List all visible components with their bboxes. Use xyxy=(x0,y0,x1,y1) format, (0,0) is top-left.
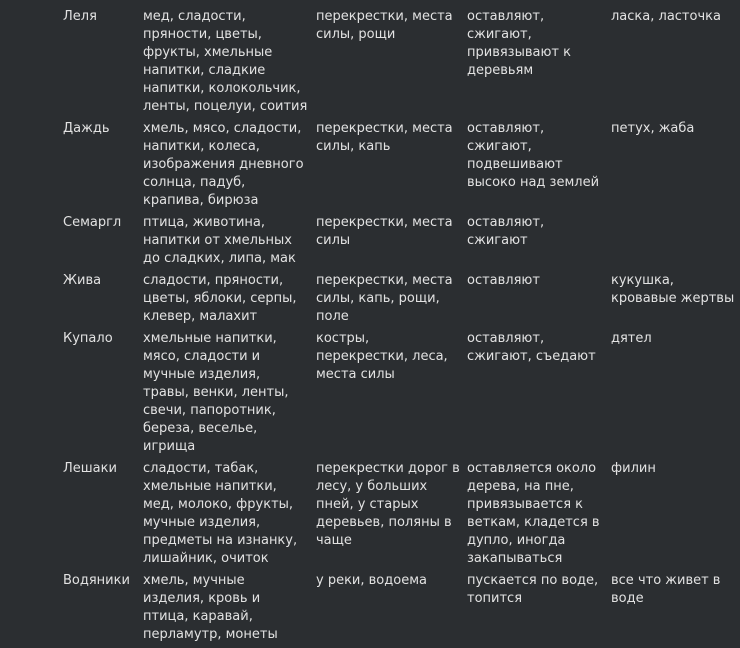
place-cell: у реки, водоема xyxy=(316,573,427,588)
deity-cell: Жива xyxy=(63,273,102,288)
deity-cell: Купало xyxy=(63,331,113,346)
place-cell: перекрестки, места силы, капь, рощи, поле xyxy=(316,273,453,324)
table-row xyxy=(56,460,740,572)
table-row xyxy=(56,572,740,648)
place-cell: перекрестки, места силы, капь xyxy=(316,121,453,154)
place-cell: перекрестки, места силы xyxy=(316,215,453,248)
offerings-table xyxy=(56,8,740,648)
animal-cell: петух, жаба xyxy=(611,121,695,136)
animal-cell: дятел xyxy=(611,331,652,346)
deity-cell: Водяники xyxy=(63,573,130,588)
method-cell: оставляется около дерева, на пне, привязывается к веткам, кладется в дупло, иногда закапываться xyxy=(467,461,600,566)
table-row xyxy=(56,272,740,330)
gifts-cell: хмельные напитки, мясо, сладости и мучные изделия, травы, венки, ленты, свечи, папоротник, береза, веселье, игрища xyxy=(143,331,289,454)
method-cell: оставляют, сжигают, привязывают к деревьям xyxy=(467,9,571,78)
method-cell: оставляют xyxy=(467,273,540,288)
animal-cell: кукушка, кровавые жертвы xyxy=(611,273,735,306)
method-cell: пускается по воде, топится xyxy=(467,573,599,606)
method-cell: оставляют, сжигают, подвешивают высоко над землей xyxy=(467,121,600,190)
table-row xyxy=(56,214,740,272)
animal-cell: ласка, ласточка xyxy=(611,9,721,24)
table-row xyxy=(56,120,740,214)
table-row xyxy=(56,330,740,460)
deity-cell: Леля xyxy=(63,9,97,24)
gifts-cell: сладости, пряности, цветы, яблоки, серпы, клевер, малахит xyxy=(143,273,297,324)
animal-cell xyxy=(604,214,740,272)
deity-cell: Лешаки xyxy=(63,461,117,476)
method-cell: оставляют, сжигают xyxy=(467,215,545,248)
table-row xyxy=(56,8,740,120)
animal-cell: филин xyxy=(611,461,656,476)
place-cell: костры, перекрестки, леса, места силы xyxy=(316,331,448,382)
gifts-cell: хмель, мучные изделия, кровь и птица, каравай, перламутр, монеты xyxy=(143,573,278,642)
method-cell: оставляют, сжигают, съедают xyxy=(467,331,596,364)
gifts-cell: сладости, табак, хмельные напитки, мед, молоко, фрукты, мучные изделия, предметы на изнанку, лишайник, очиток xyxy=(143,461,298,566)
animal-cell: все что живет в воде xyxy=(611,573,721,606)
gifts-cell: хмель, мясо, сладости, напитки, колеса, изображения дневного солнца, падуб, крапива, бирюза xyxy=(143,121,304,208)
gifts-cell: мед, сладости, пряности, цветы, фрукты, хмельные напитки, сладкие напитки, колокольчик, ленты, поцелуи, соития xyxy=(143,9,308,114)
place-cell: перекрестки, места силы, рощи xyxy=(316,9,453,42)
deity-cell: Семаргл xyxy=(63,215,122,230)
gifts-cell: птица, животина, напитки от хмельных до сладких, липа, мак xyxy=(143,215,296,266)
place-cell: перекрестки дорог в лесу, у больших пней, у старых деревьев, поляны в чаще xyxy=(316,461,460,548)
deity-cell: Даждь xyxy=(63,121,110,136)
